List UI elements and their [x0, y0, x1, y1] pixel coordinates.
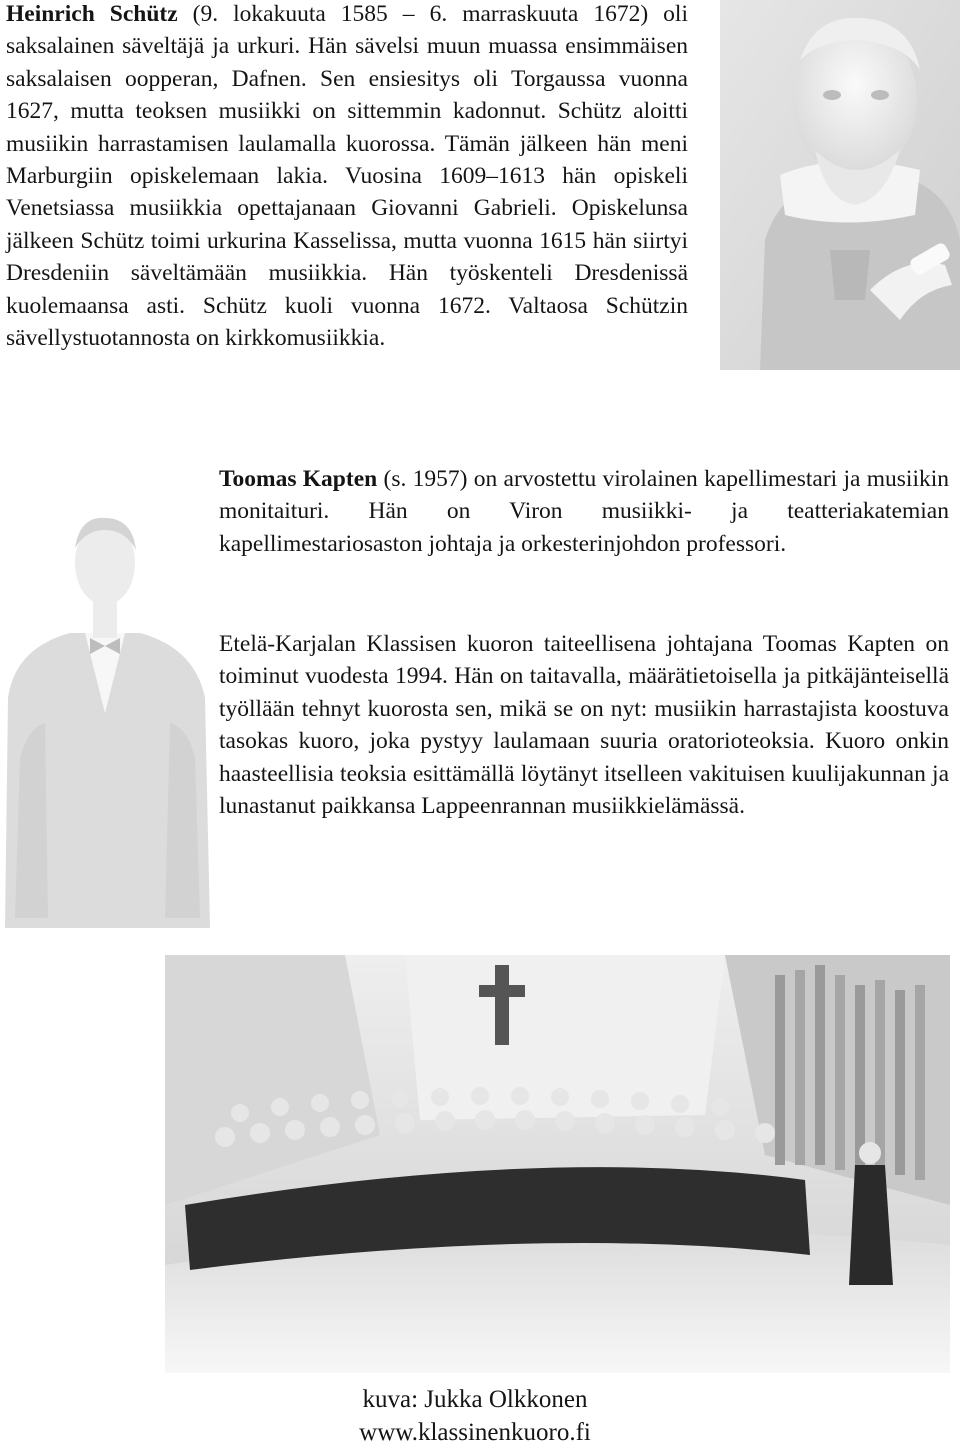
choir-photo	[165, 955, 950, 1373]
website-link[interactable]: www.klassinenkuoro.fi	[359, 1419, 591, 1446]
toomas-kapten-photo	[0, 468, 212, 928]
kapten-name: Toomas Kapten	[219, 466, 378, 492]
schutz-bio-text: (9. lokakuuta 1585 – 6. marraskuuta 1672) oli saksalainen säveltäjä ja urkuri. Hän sävelsi muun muassa ensimmäisen saksalaisen oopperan, Dafnen. Sen ensiesitys oli Torgaussa vuonna 1627, mutta teoksen musiikki on sittemmin kadonnut. Schütz aloitti musiikin harrastamisen laulamalla kuorossa. Tämän jälkeen hän meni Marburgiin opiskelemaan lakia. Vuosina 1609–1613 hän opiskeli Venetsiassa musiikkia opettajanaan Giovanni Gabrieli. Opiskelunsa jälkeen Schütz toimi urkurina Kasselissa, mutta vuonna 1615 hän siirtyi Dresdeniin säveltämään musiikkia. Hän työskenteli Dresdenissä kuolemaansa asti. Schütz kuoli vuonna 1672. Valtaosa Schützin sävellystuotannosta on kirkkomusiikkia.	[6, 1, 688, 352]
kapten-bio-intro	[219, 463, 949, 560]
schutz-bio	[6, 0, 688, 354]
kapten-bio-choir: Etelä-Karjalan Klassisen kuoron taiteellisena johtajana Toomas Kapten on toiminut vuodesta 1994. Hän on taitavalla, määrätietoisella ja pitkäjänteisellä työllään tehnyt kuorosta sen, mikä se on nyt: musiikin harrastajista koostuva tasokas kuoro, joka pystyy laulamaan suuria oratorioteoksia. Kuoro onkin haasteellisia teoksia esittämällä löytänyt itselleen vakituisen kuulijakunnan ja lunastanut paikkansa Lappeenrannan musiikkielämässä.	[219, 631, 949, 820]
schutz-portrait-image	[720, 0, 960, 370]
photo-credit: kuva: Jukka Olkkonen	[362, 1386, 588, 1413]
schutz-name: Heinrich Schütz	[6, 1, 178, 27]
kapten-bio-intro-text: (s. 1957) on arvostettu virolainen kapellimestari ja musiikin monitaituri. Hän on Viron musiikki- ja teatteriakatemian kapellimestariosaston johtaja ja orkesterinjohdon professori.	[219, 466, 950, 557]
